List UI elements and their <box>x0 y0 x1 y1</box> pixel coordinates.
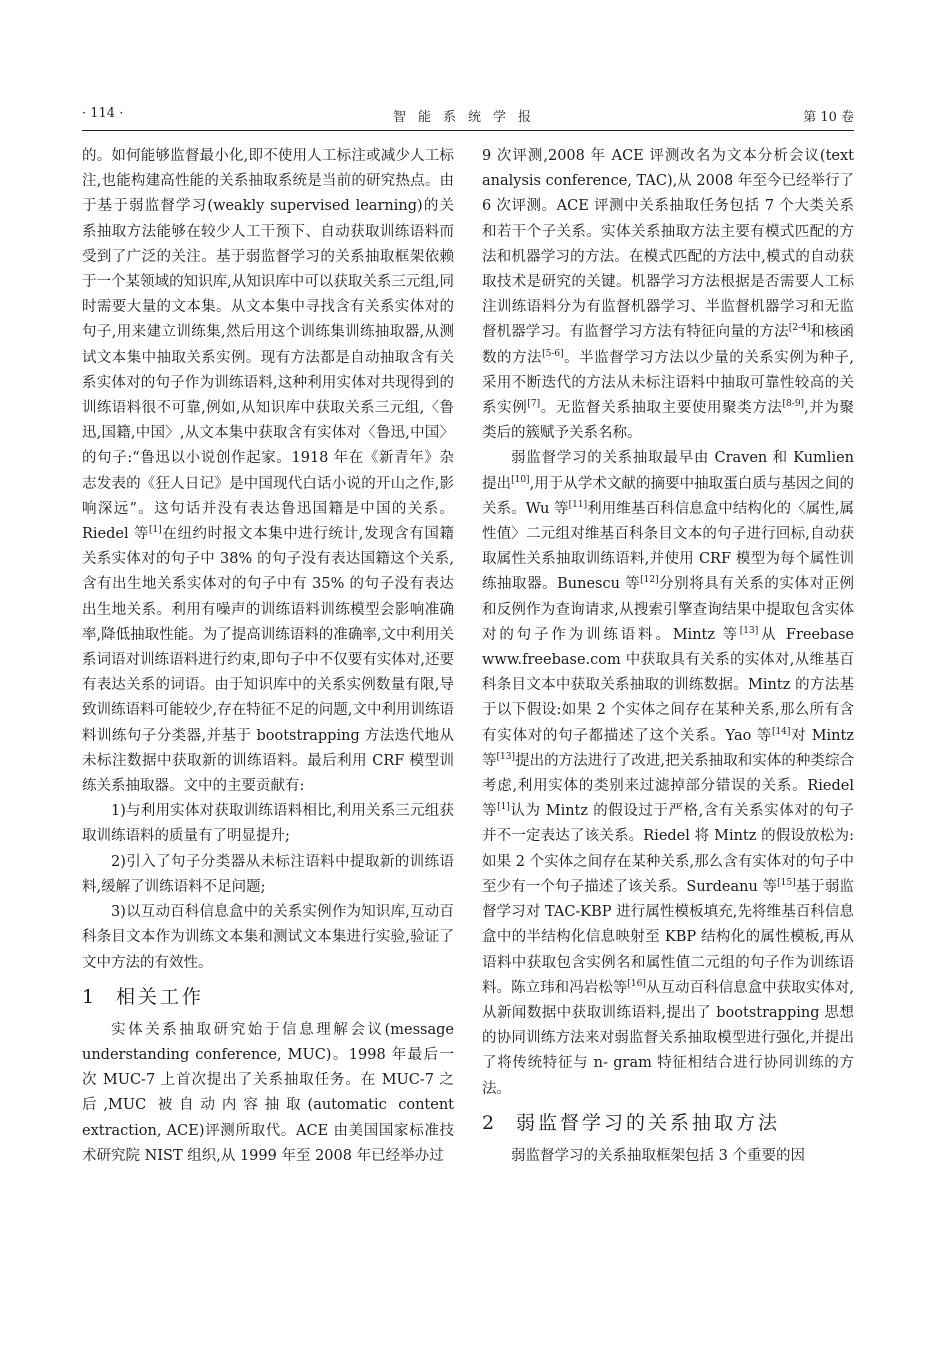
citation-ref: [13] <box>496 751 516 762</box>
citation-ref: [2-4] <box>788 323 811 334</box>
paragraph-text: 和核函数的方法 <box>482 324 855 366</box>
citation-ref: [7] <box>527 399 541 410</box>
paragraph-text: 弱监督学习的关系抽取框架包括 3 个重要的因 <box>511 1147 805 1164</box>
paragraph-text: 分别将具有关系的实体对正例和反例作为查询请求,从搜索引擎查询结果中提取包含实体对的句子作为训练语料。Mintz 等 <box>482 576 854 643</box>
section-title: 相关工作 <box>116 985 205 1008</box>
paragraph-text: 9 次评测,2008 年 ACE 评测改名为文本分析会议(text analysis conference, TAC),从 2008 年至今已经举行了 6 次评测。ACE 评测中关系抽取任务包括 7 个大类关系和若干个子关系。实体关系抽取方法主要有模式匹配的方法和机器学习的方法。在模式匹配的方法中,模式的自动获取技术是研究的关键。机器学习方法根据是否需要人工标注训练语料分为有监督机器学习、半监督机器学习和无监督机器学习。有监督学习方法有特征向量的方法 <box>482 148 854 341</box>
paragraph-text: ,并为聚类后的簇赋予关系名称。 <box>482 400 855 442</box>
paragraph-text: 2)引入了句子分类器从未标注语料中提取新的训练语料,缓解了训练语料不足问题; <box>82 853 454 895</box>
paragraph-text: 基于弱监督学习对 TAC-KBP 进行属性模板填充,先将维基百科信息盒中的半结构化信息映射至 KBP 结构化的属性模板,再从语料中获取包含实例名和属性值二元组的句子作为训练语料。陈立玮和冯岩松等 <box>482 878 854 996</box>
paragraph-text: 提出的方法进行了改进,把关系抽取和实体的种类综合考虑,利用实体的类别来过滤掉部分错误的关系。Riedel 等 <box>482 752 855 820</box>
paragraph-text: 从 Freebase www.freebase.com 中获取具有关系的实体对,从维基百科条目文本中获取关系抽取的训练数据。Mintz 的方法基于以下假设:如果 2 个实体之间存在某种关系,那么所有含有实体对的句子都描述了这个关系。Yao 等 <box>482 626 854 744</box>
citation-ref: [11] <box>568 499 588 510</box>
citation-ref: [12] <box>640 575 659 586</box>
volume-label: 第 10 卷 <box>803 110 854 125</box>
page-number: · 114 · <box>82 106 124 121</box>
paragraph <box>82 850 454 900</box>
paragraph <box>82 144 454 799</box>
paragraph <box>482 144 854 446</box>
citation-ref: [8-9] <box>782 399 805 410</box>
paragraph-text: 的。如何能够监督最小化,即不使用人工标注或减少人工标注,也能构建高性能的关系抽取系统是当前的研究热点。由于基于弱监督学习(weakly supervised learning)的关系抽取方法能够在较少人工干预下、自动获取训练语料而受到了广泛的关注。基于弱监督学习的关系抽取框架依赖于一个某领域的知识库,从知识库中可以获取关系三元组,同时需要大量的文本集。从文本集中寻找含有关系实体对的句子,用来建立训练集,然后用这个训练集训练抽取器,从测试文本集中抽取关系实例。现有方法都是自动抽取含有关系实体对的句子作为训练语料,这种利用实体对共现得到的训练语料很不可靠,例如,从知识库中获取关系三元组,〈鲁迅,国籍,中国〉,从文本集中获取含有实体对〈鲁迅,中国〉的句子:“鲁迅以小说创作起家。1918 年在《新青年》杂志发表的《狂人日记》是中国现代白话小说的开山之作,影响深远”。这句话并没有表达鲁迅国籍是中国的关系。Riedel 等 <box>82 148 454 543</box>
paragraph-text: 。无监督关系抽取主要使用聚类方法 <box>540 400 783 417</box>
citation-ref: [10] <box>511 474 530 485</box>
paragraph <box>82 799 454 849</box>
citation-ref: [1] <box>497 802 510 813</box>
paragraph <box>482 446 854 1101</box>
section-number: 2 <box>482 1111 495 1134</box>
paragraph-text: 对 Mintz 等 <box>482 727 854 769</box>
paragraph-text: 认为 Mintz 的假设过于严格,含有关系实体对的句子并不一定表达了该关系。Riedel 将 Mintz 的假设放松为:如果 2 个实体之间存在某种关系,那么含有实体对的句子中至少有一个句子描述了该关系。Surdeanu 等 <box>482 803 854 895</box>
section-title: 弱监督学习的关系抽取方法 <box>516 1111 781 1134</box>
paragraph-text: 。半监督学习方法以少量的关系实例为种子,采用不断迭代的方法从未标注语料中抽取可靠性较高的关系实例 <box>482 349 854 417</box>
journal-title: 智能系统学报 <box>392 110 543 125</box>
citation-ref: [14] <box>771 726 791 737</box>
citation-ref: [1] <box>148 525 162 536</box>
paragraph <box>82 900 454 976</box>
right-column <box>482 144 854 1169</box>
paragraph-text: 1)与利用实体对获取训练语料相比,利用关系三元组获取训练语料的质量有了明显提升; <box>82 803 454 845</box>
paragraph-text: 在纽约时报文本集中进行统计,发现含有国籍关系实体对的句子中 38% 的句子没有表达国籍这个关系,含有出生地关系实体对的句子中有 35% 的句子没有表达出生地关系。利用有噪声的训练语料训练模型会影响准确率,降低抽取性能。为了提高训练语料的准确率,文中利用关系词语对训练语料进行约束,即句子中不仅要有实体对,还要有表达关系的词语。由于知识库中的关系实例数量有限,导致训练语料可能较少,存在特征不足的问题,文中利用训练语料训练句子分类器,并基于 bootstrapping 方法迭代地从未标注数据中获取新的训练语料。最后利用 CRF 模型训练关系抽取器。文中的主要贡献有: <box>82 526 454 795</box>
paragraph-text: 利用维基百科信息盒中结构化的〈属性,属性值〉二元组对维基百科条目文本的句子进行回标,自动获取属性关系抽取训练语料,并使用 CRF 模型为每个属性训练抽取器。Bunescu 等 <box>482 500 855 593</box>
citation-ref: [5-6] <box>542 348 564 359</box>
paragraph-text: 3)以互动百科信息盒中的关系实例作为知识库,互动百科条目文本作为训练文本集和测试文本集进行实验,验证了文中方法的有效性。 <box>82 904 454 971</box>
citation-ref: [15] <box>777 877 796 888</box>
section-number: 1 <box>82 985 95 1008</box>
paragraph-text: 从互动百科信息盒中获取实体对,从新闻数据中获取训练语料,提出了 bootstrapping 思想的协同训练方法来对弱监督关系抽取模型进行强化,并提出了将传统特征与 n- gram 特征相结合进行协同训练的方法。 <box>482 979 855 1097</box>
section-heading <box>82 982 454 1012</box>
citation-ref: [16] <box>627 978 646 989</box>
section-heading <box>482 1108 854 1138</box>
paragraph <box>82 1018 454 1169</box>
paragraph-text: 实体关系抽取研究始于信息理解会议(message understanding conference, MUC)。1998 年最后一次 MUC-7 上首次提出了关系抽取任务。在 MUC-7 之后,MUC 被自动内容抽取(automatic content extraction, ACE)评测所取代。ACE 由美国国家标准技术研究院 NIST 组织,从 1999 年至 2008 年已经举办过 <box>82 1021 454 1164</box>
paragraph-text: 弱监督学习的关系抽取最早由 Craven 和 Kumlien 提出 <box>482 450 854 492</box>
paragraph <box>482 1144 854 1169</box>
header-rule <box>82 130 854 131</box>
running-header <box>82 104 854 126</box>
paragraph-text: ,用于从学术文献的摘要中抽取蛋白质与基因之间的关系。Wu 等 <box>482 475 855 517</box>
citation-ref: [13] <box>739 625 759 636</box>
left-column <box>82 144 454 1169</box>
